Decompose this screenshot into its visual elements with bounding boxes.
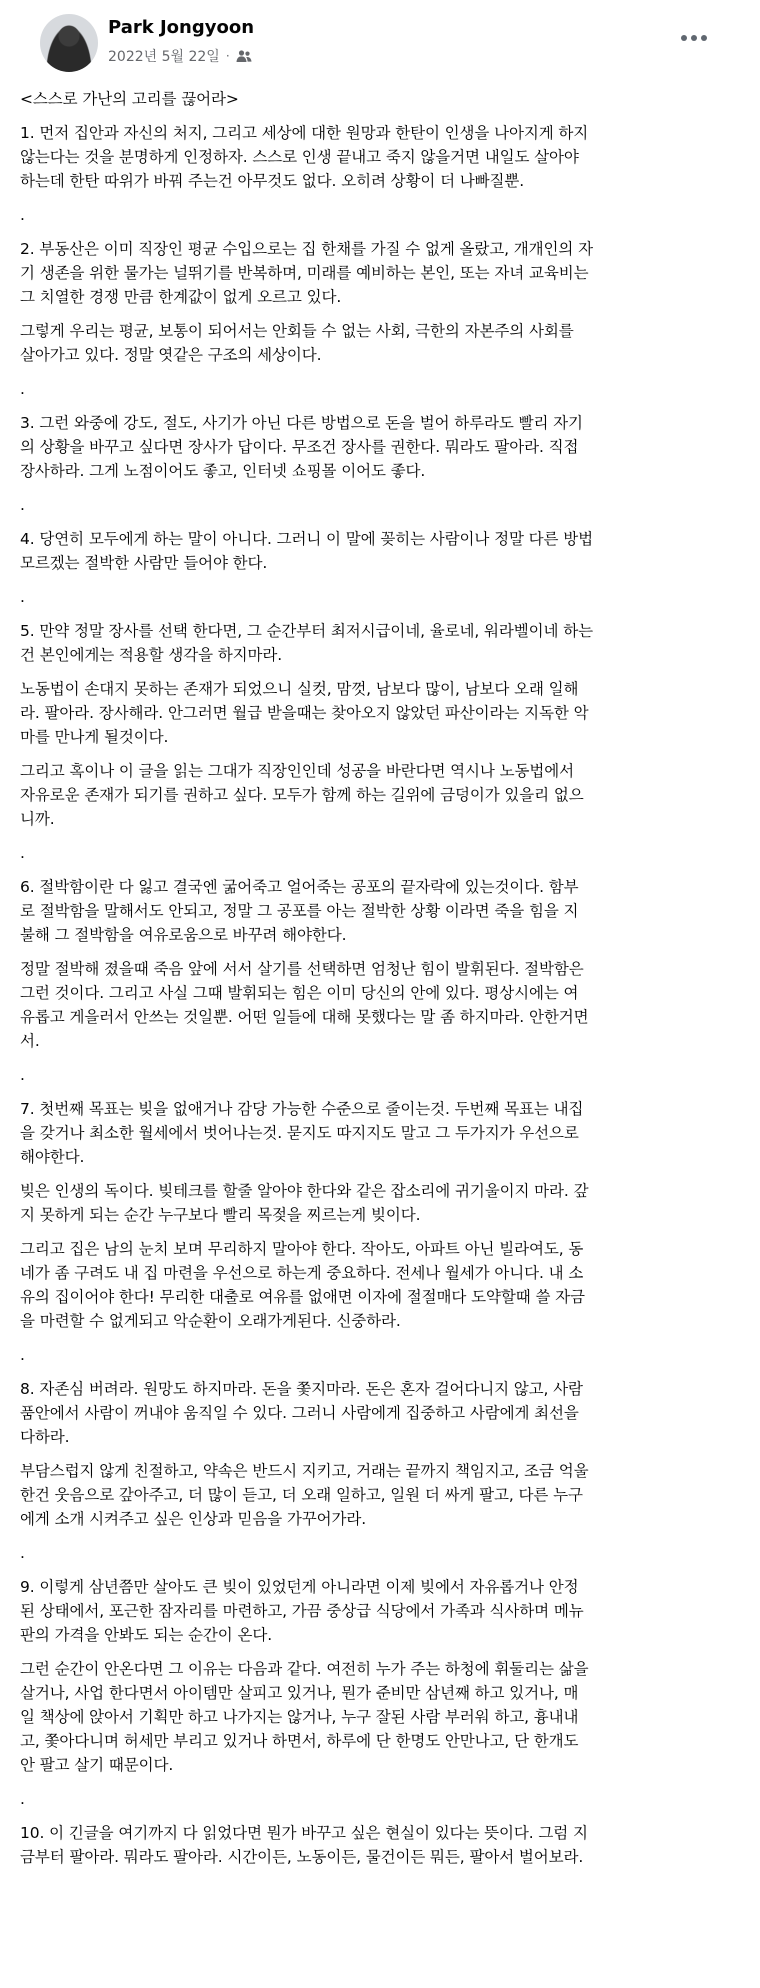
post-text-line: 그렇게 우리는 평균, 보통이 되어서는 안회들 수 없는 사회, 극한의 자본주의 사회를 [20,322,574,340]
post-text-line: 살아가고 있다. 정말 엿같은 구조의 세상이다. [20,346,322,364]
post-text-line: 그런 순간이 안온다면 그 이유는 다음과 같다. 여전히 누가 주는 하청에 휘둘리는 삶을 [20,1660,589,1678]
post-text-line: 10. 이 긴글을 여기까지 다 읽었다면 뭔가 바꾸고 싶은 현실이 있다는 뜻이다. 그럼 지 [20,1824,588,1842]
post-text-line: . [20,844,25,862]
post-text-line: 금부터 팔아라. 뭐라도 팔아라. 시간이든, 노동이든, 물건이든 뭐든, 팔아서 벌어보라. [20,1848,584,1866]
post-text-line: 마를 만나게 될것이다. [20,728,169,746]
post-text-line: 서. [20,1032,40,1050]
post-text-line: . [20,1544,25,1562]
post-text-line: 고, 쫓아다니며 허세만 부리고 있거나 하면서, 하루에 단 한명도 안만나고, 단 한개도 [20,1732,579,1750]
post-text-line: 유롭고 게을러서 안쓰는 것일뿐. 어떤 일들에 대해 못했다는 말 좀 하지마라. 안한거면 [20,1008,589,1026]
post-text-line: 네가 좀 구려도 내 집 마련을 우선으로 하는게 중요하다. 전세나 월세가 아니다. 내 소 [20,1264,584,1282]
post-text-line: 안 팔고 살기 때문이다. [20,1756,174,1774]
post-text-line: 모르겠는 절박한 사람만 들어야 한다. [20,554,268,572]
post-text-line: 6. 절박함이란 다 잃고 결국엔 굶어죽고 얼어죽는 공포의 끝자락에 있는것이다. 함부 [20,878,579,896]
post-text-line: 일 책상에 앉아서 기획만 하고 나가지는 않거나, 누구 잘된 사람 부러워 하고, 흉내내 [20,1708,579,1726]
post-text-line: 부담스럽지 않게 친절하고, 약속은 반드시 지키고, 거래는 끝까지 책임지고, 조금 억울 [20,1462,589,1480]
post-text-line: 건 본인에게는 적용할 생각을 하지마라. [20,646,283,664]
post-text-line: 3. 그런 와중에 강도, 절도, 사기가 아닌 다른 방법으로 돈을 벌어 하루라도 빨리 자기 [20,414,583,432]
post-text-line: 그 치열한 경쟁 만큼 한계값이 없게 오르고 있다. [20,288,342,306]
separator-dot: · [225,49,230,63]
post-text-line: 에게 소개 시켜주고 싶은 인상과 믿음을 가꾸어가라. [20,1510,367,1528]
post-body [20,87,744,1869]
post-text-line: 을 마련할 수 없게되고 악순환이 오래가게된다. 신중하라. [20,1312,401,1330]
more-options-button[interactable] [676,26,712,50]
post-text-line: 자유로운 존재가 되기를 권하고 싶다. 모두가 함께 하는 길위에 금덩이가 있을리 없으 [20,786,584,804]
post-text-line: 그리고 집은 남의 눈치 보며 무리하지 말아야 한다. 작아도, 아파트 아닌 빌라여도, 동 [20,1240,584,1258]
post-text-line: 않는다는 것을 분명하게 인정하자. 스스로 인생 끝내고 죽지 않을거면 내일도 살아야 [20,148,579,166]
post-text-line: 7. 첫번째 목표는 빚을 없애거나 감당 가능한 수준으로 줄이는것. 두번째 목표는 내집 [20,1100,584,1118]
post-text-line: . [20,1790,25,1808]
post-text-line: 유의 집이어야 한다! 무리한 대출로 여유를 없애면 이자에 절절매다 도약할때 쓸 자금 [20,1288,585,1306]
post-text-line: 장사하라. 그게 노점이어도 좋고, 인터넷 쇼핑몰 이어도 좋다. [20,462,426,480]
post-meta [108,46,252,66]
post-text-line: 5. 만약 정말 장사를 선택 한다면, 그 순간부터 최저시급이네, 율로네, 워라벨이네 하는 [20,622,593,640]
post-text-line: 해야한다. [20,1148,85,1166]
post-text-line: 그런 것이다. 그리고 사실 그때 발휘되는 힘은 이미 당신의 안에 있다. 평상시에는 여 [20,984,579,1002]
post-text-line: 라. 팔아라. 장사해라. 안그러면 월급 받을때는 찾아오지 않았던 파산이라는 지독한 악 [20,704,589,722]
post-text-line: 살거나, 사업 한다면서 아이템만 살피고 있거나, 뭔가 준비만 삼년째 하고 있거나, 매 [20,1684,579,1702]
post-text-line: . [20,496,25,514]
more-horizontal-icon [681,35,687,41]
post-text-line: 하는데 한탄 따위가 바꿔 주는건 아무것도 없다. 오히려 상황이 더 나빠질뿐. [20,172,525,190]
post-text-line: 지 못하게 되는 순간 누구보다 빨리 목젖을 찌르는게 빚이다. [20,1206,421,1224]
post-text-line: . [20,588,25,606]
post-text-line: 8. 자존심 버려라. 원망도 하지마라. 돈을 쫓지마라. 돈은 혼자 걸어다니지 않고, 사람 [20,1380,583,1398]
post-text-line: . [20,380,25,398]
post-text-line: 을 갖거나 최소한 월세에서 벗어나는것. 묻지도 따지지도 말고 그 두가지가 우선으로 [20,1124,579,1142]
post-text-line: 품안에서 사람이 꺼내야 움직일 수 있다. 그러니 사람에게 집중하고 사람에게 최선을 [20,1404,579,1422]
post-text-line: . [20,1066,25,1084]
friends-icon[interactable] [236,49,252,63]
post-text-line: 판의 가격을 안봐도 되는 순간이 온다. [20,1626,273,1644]
post-text-line: 4. 당연히 모두에게 하는 말이 아니다. 그러니 이 말에 꽂히는 사람이나 정말 다른 방법 [20,530,593,548]
post-text-line: . [20,1346,25,1364]
author-name[interactable]: Park Jongyoon [108,17,255,38]
post-text-line: 니까. [20,810,55,828]
post-text-line: 빚은 인생의 독이다. 빚테크를 할줄 알아야 한다와 같은 잡소리에 귀기울이지 마라. 갚 [20,1182,589,1200]
post-text-line: 다하라. [20,1428,70,1446]
post-date[interactable]: 2022년 5월 22일 [108,49,220,65]
post-header [20,0,740,84]
post-text-line: 로 절박함을 말해서도 안되고, 정말 그 공포를 아는 절박한 상황 이라면 죽을 힘을 지 [20,902,579,920]
post-text-line: 된 상태에서, 포근한 잠자리를 마련하고, 가끔 중상급 식당에서 가족과 식사하며 메뉴 [20,1602,584,1620]
post-text-line: 9. 이렇게 삼년쯤만 살아도 큰 빚이 있었던게 아니라면 이제 빚에서 자유롭거나 안정 [20,1578,579,1596]
post-text-line: 그리고 혹이나 이 글을 읽는 그대가 직장인인데 성공을 바란다면 역시나 노동법에서 [20,762,574,780]
post-text-line: 기 생존을 위한 물가는 널뛰기를 반복하며, 미래를 예비하는 본인, 또는 자녀 교육비는 [20,264,589,282]
post-text-line: <스스로 가난의 고리를 끊어라> [20,90,239,108]
post-text-line: 의 상황을 바꾸고 싶다면 장사가 답이다. 무조건 장사를 권한다. 뭐라도 팔아라. 직접 [20,438,579,456]
post-text-line: 1. 먼저 집안과 자신의 처지, 그리고 세상에 대한 원망과 한탄이 인생을 나아지게 하지 [20,124,589,142]
post-text-line: 노동법이 손대지 못하는 존재가 되었으니 실컷, 맘껏, 남보다 많이, 남보다 오래 일해 [20,680,579,698]
post-text-line: 불해 그 절박함을 여유로움으로 바꾸려 해야한다. [20,926,347,944]
post-text-line: 정말 절박해 졌을때 죽음 앞에 서서 살기를 선택하면 엄청난 힘이 발휘된다. 절박함은 [20,960,584,978]
post-text-line: . [20,206,25,224]
post-text-line: 2. 부동산은 이미 직장인 평균 수입으로는 집 한채를 가질 수 없게 올랐고, 개개인의 자 [20,240,593,258]
avatar[interactable] [40,14,98,72]
post-text-line: 한건 웃음으로 갚아주고, 더 많이 듣고, 더 오래 일하고, 일원 더 싸게 팔고, 다른 누구 [20,1486,583,1504]
